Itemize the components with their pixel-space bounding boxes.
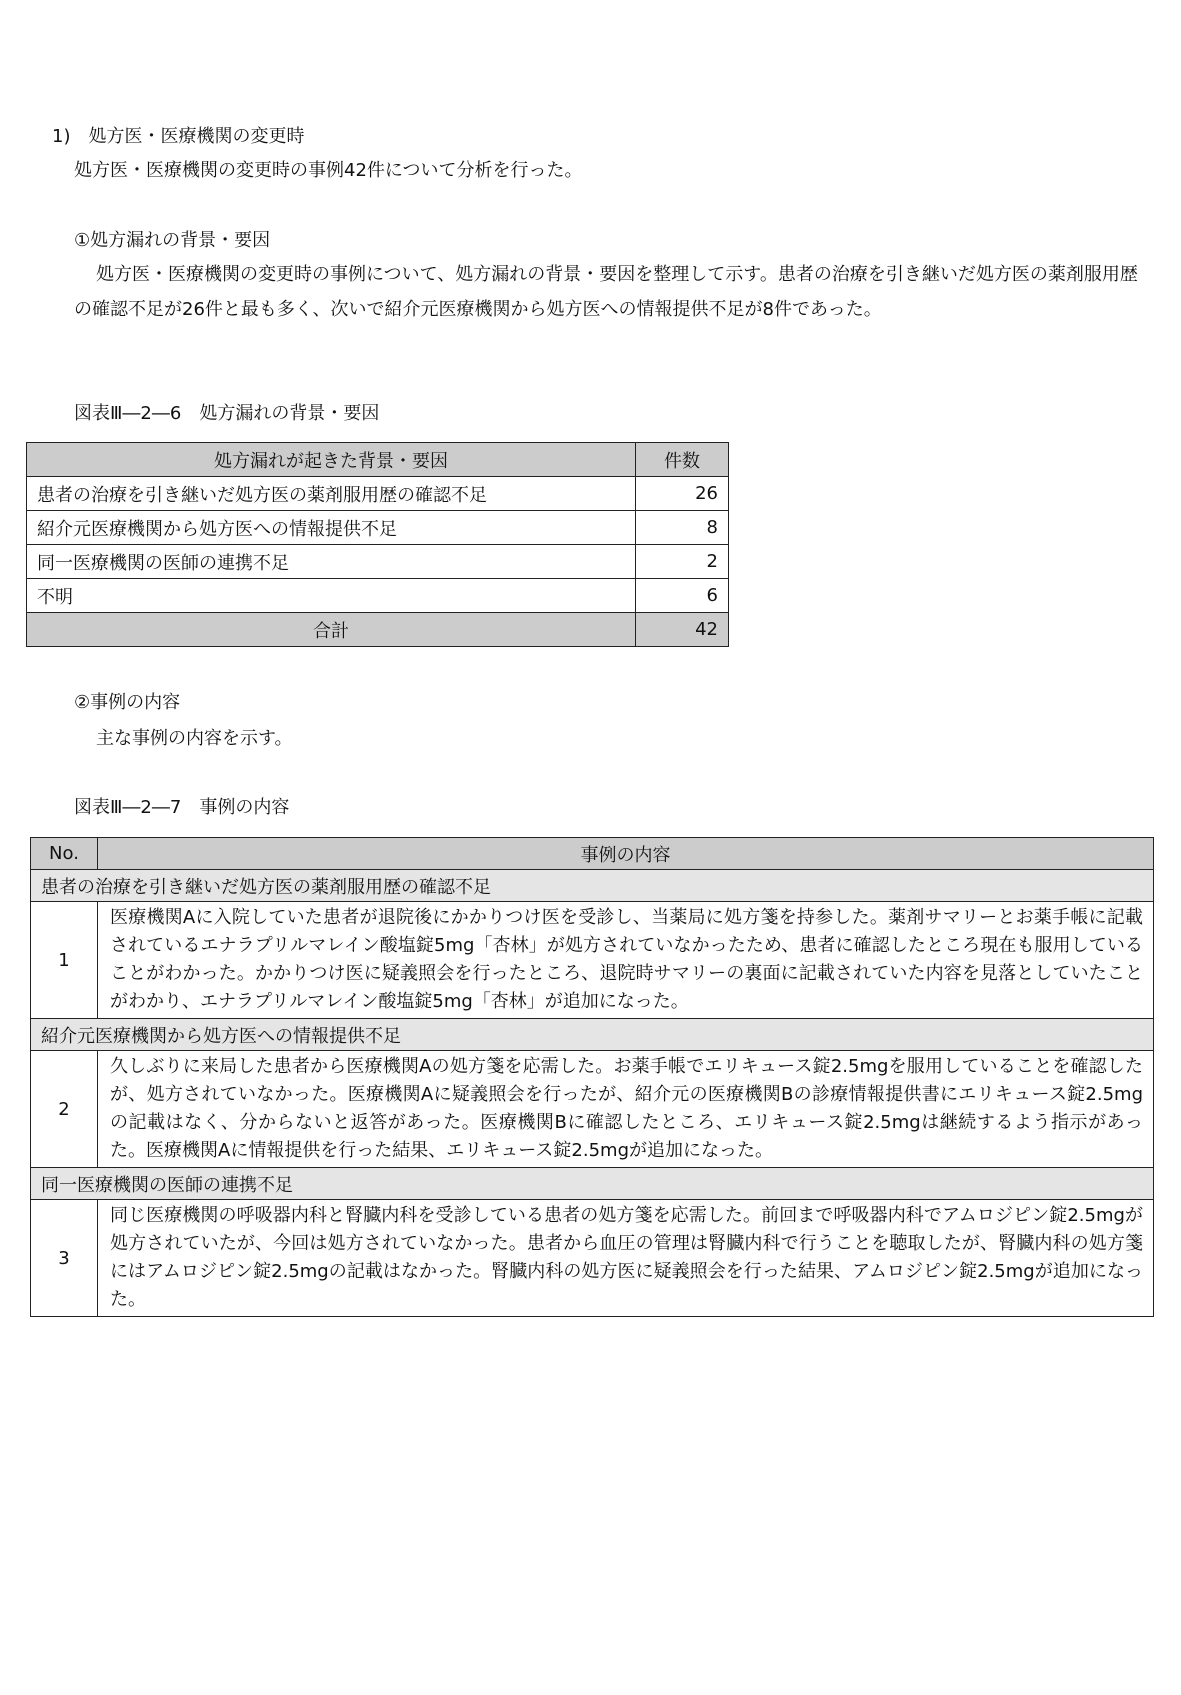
- table-row: [31, 1200, 1154, 1317]
- table2-caption: 図表Ⅲ―2―7 事例の内容: [74, 797, 290, 818]
- case-content: 同じ医療機関の呼吸器内科と腎臓内科を受診している患者の処方箋を応需した。前回まで呼吸器内科でアムロジピン錠2.5mgが処方されていたが、今回は処方されていなかった。患者から血圧の管理は腎臓内科で行うことを聴取したが、腎臓内科の処方箋にはアムロジピン錠2.5mgの記載はなかった。腎臓内科の処方医に疑義照会を行った結果、アムロジピン錠2.5mgが追加になった。: [98, 1200, 1154, 1317]
- table-row: [27, 545, 729, 579]
- subsection1-paragraph: 処方医・医療機関の変更時の事例について、処方漏れの背景・要因を整理して示す。患者の治療を引き継いだ処方医の薬剤服用歴の確認不足が26件と最も多く、次いで紹介元医療機関から処方医への情報提供不足が8件であった。: [74, 264, 1138, 320]
- category-row: [31, 870, 1154, 902]
- factor-label: 紹介元医療機関から処方医への情報提供不足: [27, 511, 636, 545]
- total-count: 42: [636, 613, 729, 647]
- factor-count: 8: [636, 511, 729, 545]
- factor-label: 不明: [27, 579, 636, 613]
- table-header-row: [27, 443, 729, 477]
- header-count: 件数: [636, 443, 729, 477]
- category-label: 紹介元医療機関から処方医への情報提供不足: [31, 1019, 1154, 1051]
- section-intro: 処方医・医療機関の変更時の事例42件について分析を行った。: [74, 160, 583, 181]
- category-label: 患者の治療を引き継いだ処方医の薬剤服用歴の確認不足: [31, 870, 1154, 902]
- total-label: 合計: [27, 613, 636, 647]
- table-row: [27, 511, 729, 545]
- table1-caption: 図表Ⅲ―2―6 処方漏れの背景・要因: [74, 403, 380, 424]
- case-content: 久しぶりに来局した患者から医療機関Aの処方箋を応需した。お薬手帳でエリキュース錠2.5mgを服用していることを確認したが、処方されていなかった。医療機関Aに疑義照会を行ったが、紹介元の医療機関Bの診療情報提供書にエリキュース錠2.5mgの記載はなく、分からないと返答があった。医療機関Bに確認したところ、エリキュース錠2.5mgは継続するよう指示があった。医療機関Aに情報提供を行った結果、エリキュース錠2.5mgが追加になった。: [98, 1051, 1154, 1168]
- table-row: [27, 579, 729, 613]
- header-factor: 処方漏れが起きた背景・要因: [27, 443, 636, 477]
- case-content: 医療機関Aに入院していた患者が退院後にかかりつけ医を受診し、当薬局に処方箋を持参した。薬剤サマリーとお薬手帳に記載されているエナラプリルマレイン酸塩錠5mg「杏林」が処方されていなかったため、患者に確認したところ現在も服用していることがわかった。かかりつけ医に疑義照会を行ったところ、退院時サマリーの裏面に記載されていた内容を見落としていたことがわかり、エナラプリルマレイン酸塩錠5mg「杏林」が追加になった。: [98, 902, 1154, 1019]
- header-no: No.: [31, 838, 98, 870]
- table-row: [31, 1051, 1154, 1168]
- case-number: 2: [31, 1051, 98, 1168]
- factor-count: 26: [636, 477, 729, 511]
- background-factors-table: [26, 442, 729, 647]
- factor-label: 患者の治療を引き継いだ処方医の薬剤服用歴の確認不足: [27, 477, 636, 511]
- case-details-table: [30, 837, 1154, 1317]
- header-content: 事例の内容: [98, 838, 1154, 870]
- factor-count: 2: [636, 545, 729, 579]
- category-row: [31, 1168, 1154, 1200]
- case-number: 3: [31, 1200, 98, 1317]
- category-row: [31, 1019, 1154, 1051]
- subsection1-heading: ①処方漏れの背景・要因: [74, 230, 271, 251]
- table-header-row: [31, 838, 1154, 870]
- subsection2-paragraph: 主な事例の内容を示す。: [96, 728, 293, 749]
- factor-label: 同一医療機関の医師の連携不足: [27, 545, 636, 579]
- subsection2-heading: ②事例の内容: [74, 692, 181, 713]
- category-label: 同一医療機関の医師の連携不足: [31, 1168, 1154, 1200]
- factor-count: 6: [636, 579, 729, 613]
- section-heading: 1) 処方医・医療機関の変更時: [52, 126, 305, 147]
- table-total-row: [27, 613, 729, 647]
- table-row: [27, 477, 729, 511]
- table-row: [31, 902, 1154, 1019]
- case-number: 1: [31, 902, 98, 1019]
